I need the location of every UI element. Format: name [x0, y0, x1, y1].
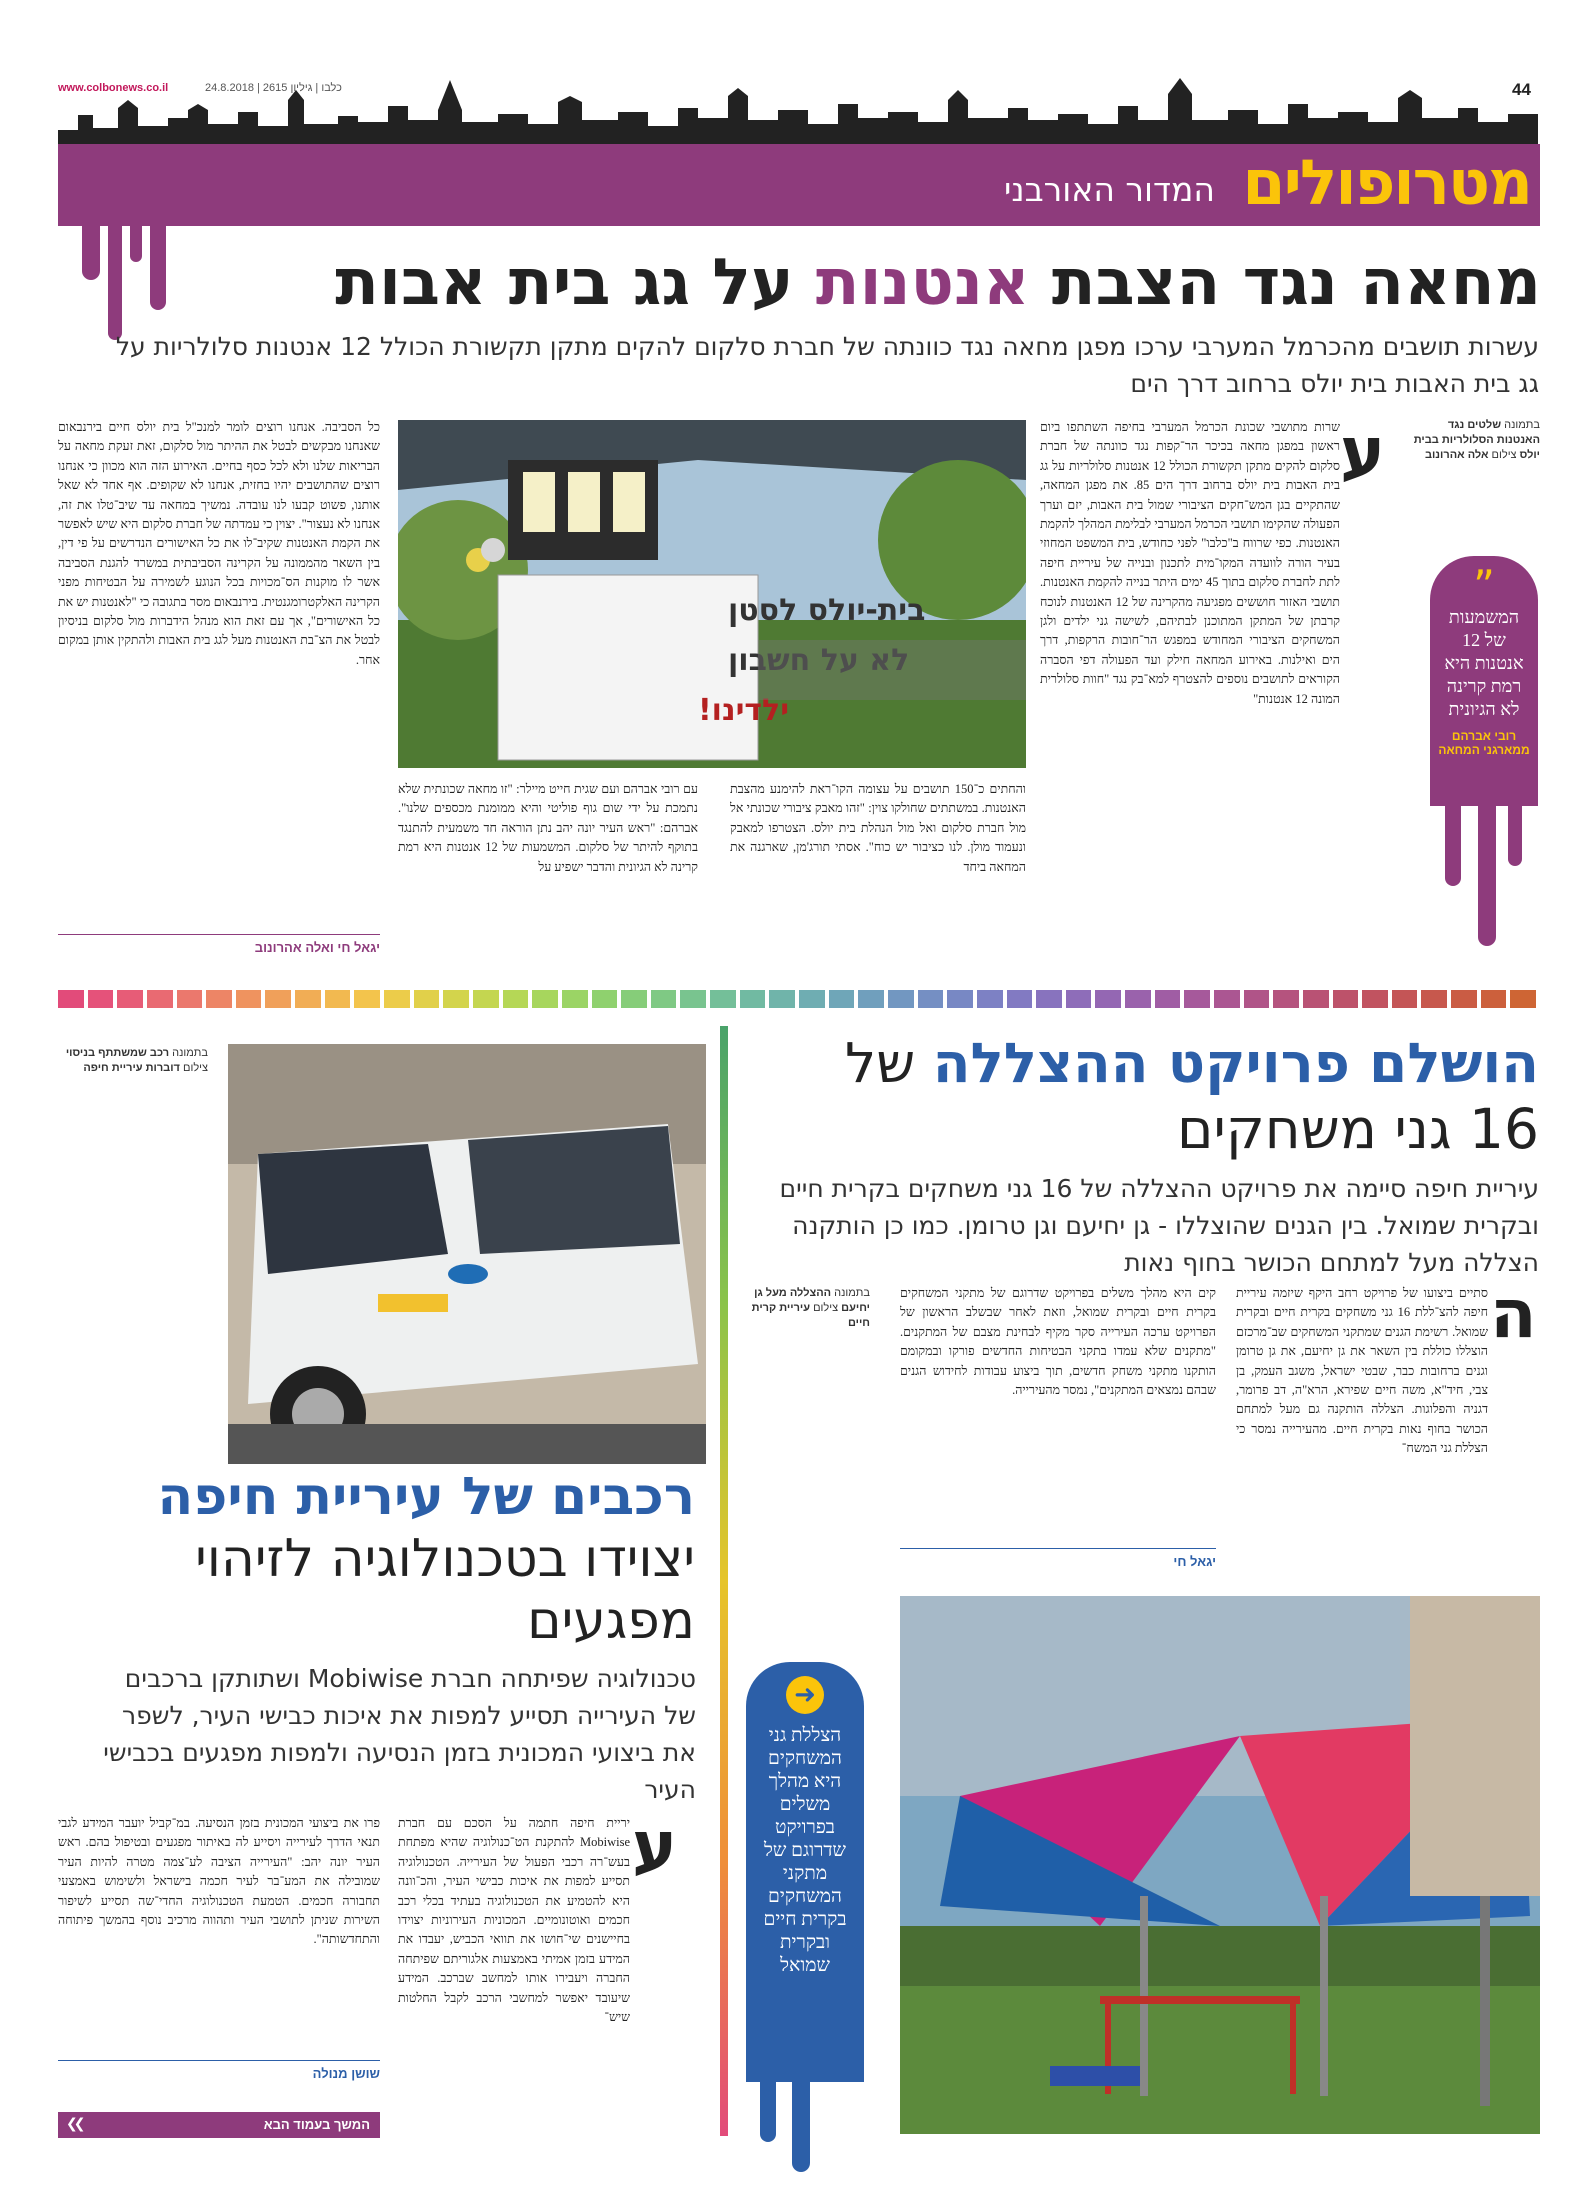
banner-line-2: לא על חשבון — [728, 643, 910, 678]
protest-banner-image — [398, 420, 1026, 768]
credit-photographer-label: צילום — [813, 1302, 839, 1314]
article1-column-2: והחתים כ־150 תושבים על עצומה הקו־ראת להימנע מהצבת האנטנות. במשתתים שחולקו צוין: "זהו מאבק ציבורי שכונתי אל מול חברת סלקום ואל מול הנהלת בית יולס. הצטרפו למאבק ונעמוד מולן. לנו כציבור יש כוח". אסתי תורג'מן, שארגנה את המחאה ביחד — [730, 782, 1026, 874]
article2-headline — [845, 1032, 1539, 1094]
headline-accent: אנטנות — [815, 246, 1030, 320]
paint-drip — [130, 220, 142, 262]
issue-info: כלבו | גיליון 2615 | 24.8.2018 — [205, 82, 342, 94]
paint-drip — [150, 220, 166, 310]
article1-column-1: שרות מתושבי שכונת הכרמל המערבי בחיפה השתתפו ביום ראשון במפגן מחאה בכיכר הר־קפות נגד כוונתה של חברת סלקום להקים מתקן תקשורת הכולל 12 אנטנות סלולריות על גג בית האבות בית יולס ברחוב דרך הים 85. את מפגן המחאה, שהתקיים בגן המש־חקים הציבורי שמול בית האבות, יזם וערך הפעולה שהקימו תושבי הכרמל המערבי לבלימת המהלך להקמת האנטנות. כפי שרווח ב"כלבו" לפני כחודש, בית המשפט המחוזי בעיר הורה לוועדה המקו־מית לתכנון ובנייה של עיריית חיפה לתת לחברת סלקום בתוך 45 ימים היתר בנייה להקמת האנטנות. תושבי האזור חוששים מפגיעה מהקרינה של 12 האנטנות לנוכח קרבתן של המתקן המתוכנן לבתיהם, לשישה גני ילדים ולגן המשחקים הציבורי המחודש במפגש הר־חובות הרקפות, דרך הים ואילנות. באירוע המחאה חילק ועד הפעולה דפי הסברה הקוראים לתושבים נוספים להצטרף למא־בק נגד "חוות סלולרית המונה 12 אנטנות" — [1040, 420, 1340, 706]
credit-label: בתמונה — [834, 1287, 870, 1299]
article3-drop-cap: ע — [632, 1807, 678, 1886]
article1-subheadline: עשרות תושבים מהכרמל המערבי ערכו מפגן מחאה נגד כוונתה של חברת סלקום להקים מתקן תקשורת הכולל 12 אנטנות סלולריות על גג בית האבות בית יולס ברחוב דרך הים — [115, 332, 1539, 398]
vertical-divider — [720, 1026, 728, 2136]
article3-photo-credit — [58, 1046, 208, 1076]
credit-photographer: דוברות עיריית חיפה — [83, 1062, 180, 1074]
article3-column-2: פרו את ביצועי המכונית בזמן הנסיעה. במ־קביל יועבר המידע לגבי תנאי הדרך לעירייה ויסייע לה באיתור מפגעים ובטיפול בהם. ראש העיר יונה יהב: "העירייה הציבה לע־צמה מטרה להיות העיר שמובילה את המע־בר לעיר חכמה בישראל ולשימוש באמצעי תחבורה חכמים. הטמעת הטכנולוגיה החדי־שה תסייע לשיפור השירות שניתן לתושבי העיר ותהווה מרכיב נוסף בהמשך פיתוחה והתחדשותה". — [58, 1816, 380, 1947]
article1-photo-credit — [1412, 418, 1540, 463]
credit-photographer-label: צילום — [183, 1062, 208, 1074]
article2-photo — [900, 1596, 1540, 2134]
headline-part: של — [845, 1031, 933, 1095]
article2-column-1: סתיים ביצועו של פרויקט רחב היקף שיזמה עיריית חיפה להצ־ללת 16 גני משחקים בקרית חיים ובקרית שמואל. רשימת הגנים שמתקני המשחקים שב־מרכזם הוצללו כוללת בין השאר את גן יחיעם, את גן טרומן וגנים ברחובות כבר, שבטי ישראל, משגב העמק, בן צבי, חיד"א, משה חיים שפירא, הרא"ה, דב פרומר, דגניה והפלוגות. הצללה הותקנה גם מעל למתחם הכושר בחוף נאות בקרית חיים. מהעירייה נמסר כי הצללת גני המשח־ — [1236, 1286, 1488, 1456]
article1-headline — [335, 240, 1541, 326]
article3-headline: רכבים של עיריית חיפה — [157, 1467, 695, 1527]
section-subtitle: המדור האורבני — [1003, 170, 1215, 209]
article2-photo-credit — [740, 1286, 870, 1331]
paint-drip — [792, 2082, 810, 2172]
credit-photographer: עיריית קרית חיים — [751, 1302, 870, 1329]
quote-text: המשמעות של 12 אנטנות היא רמת קרינה לא הגיונית — [1444, 607, 1524, 719]
byline-rule — [58, 2060, 380, 2061]
headline-accent: הושלם פרויקט ההצללה — [932, 1031, 1539, 1095]
article2-drop-cap: ה — [1490, 1275, 1537, 1354]
quote-author: רובי אברהם — [1451, 729, 1517, 743]
article1-pull-quote — [1430, 556, 1538, 806]
article3-headline-line3: מפגעים — [527, 1591, 695, 1651]
article2-headline-line2: 16 גני משחקים — [1176, 1097, 1539, 1161]
quote-mark-icon: ” — [1473, 561, 1495, 610]
byline-rule — [58, 934, 380, 935]
credit-caption: רכב שמשתתף בניסוי — [65, 1047, 170, 1059]
article1-column-3: עם רובי אברהם ועם שגית חייט מיילר: "זו מחאה שכונתית שלא נתמכת על ידי שום גוף פוליטי והיא ממומנת מכספים שלנו". אברהם: "ראש העיר יונה יהב נתן הוראה חד משמעית להתנגד בתוקף להיתר של סלקום. המשמעות של 12 אנטנות היא רמת קרינה לא הגיונית והדבר ישפיע על — [398, 782, 698, 874]
double-chevron-left-icon: ❮❮ — [66, 2116, 82, 2132]
article3-subheadline: טכנולוגיה שפיתחה חברת Mobiwise ושתותקן ברכבים של העירייה תסייע למפות את איכות כבישי העיר, לשפר את ביצועי המכונית בזמן הנסיעה ולמפות מפגעים בכבישי העיר — [103, 1664, 696, 1804]
shaded-playground-image — [900, 1596, 1540, 2134]
arrow-right-icon: ➜ — [786, 1676, 824, 1714]
article2-column-2: קים היא מהלך משלים בפרויקט שדרוגם של מתקני המשחקים בקרית חיים ובקרית שמואל, וזאת לאחר שבשלב הראשון של הפרויקט ערכה העירייה סקר מקיף לבחינת מצבם של המתקנים. "מתקנים שלא עמדו בתקני הבטיחות החדשים פורקו ובמקומם הותקנו מתקני משחק חדשים, תוך ביצוע עבודות לחידוש הגנים שבהם נמצאים המתקנים", נמסר מהעירייה. — [900, 1286, 1216, 1398]
section-divider — [58, 990, 1540, 1008]
article3-column-1: יריית חיפה חתמה על הסכם עם חברת Mobiwise להתקנת הט־כנולוגיה שהיא מפתחת בעש־רה רכבי הפעול של העירייה. הטכנולוגיה תסייע למפות את איכות כבישי העיר, והכ־וונה היא להטמיע את הטכנולוגיה בעתיד בכלי רכב חכמים ואוטונומיים. המכוניות העירוניות יצוידו בחיישנים שי־חושו את תוואי הכביש, יעבדו את המידע בזמן אמיתי באמצעות אלגוריתם שפיתחה החברה ויעבירו אותו למחשב שברכב. המידע שיעובד יאפשר למחשבי הרכב לקבל החלטות שיש־ — [398, 1816, 630, 2025]
credit-caption: שלטים נגד האנטנות הסלולריות בבית יולס — [1413, 419, 1540, 461]
banner-line-3: ילדינו! — [698, 693, 790, 728]
site-url[interactable]: www.colbonews.co.il — [58, 82, 169, 94]
continued-banner[interactable] — [58, 2112, 380, 2138]
paint-drip — [1508, 806, 1522, 866]
credit-photographer-label: צילום — [1491, 449, 1517, 461]
article1-drop-cap: ע — [1340, 413, 1386, 492]
article1-byline: יגאל חי ואלה אהרונוב — [254, 940, 380, 955]
quote-role: ממארגני המחאה — [1438, 743, 1530, 757]
byline-rule — [900, 1548, 1216, 1549]
article3-headline-line2: יצוידו בטכנולוגיה לזיהוי — [195, 1529, 695, 1589]
credit-label: בתמונה — [172, 1047, 208, 1059]
continued-label: המשך בעמוד הבא — [263, 2117, 370, 2132]
credit-caption: ההצללה מעל גן יחיעם — [754, 1287, 870, 1314]
quote-text: הצללת גני המשחקים היא מהלך משלים בפרויקט שדרוגם של מתקני המשחקים בקרית חיים ובקרית שמואל — [763, 1725, 847, 1976]
paint-drip — [1445, 806, 1461, 886]
article2-subheadline: עיריית חיפה סיימה את פרויקט ההצללה של 16 גני משחקים בקרית חיים ובקרית שמואל. בין הגנים שהוצללו - גן יחיעם וגן טרומן. כמו כן הותקנה הצללה מעל למתחם הכושר בחוף נאות — [779, 1174, 1539, 1277]
paint-drip — [1478, 806, 1496, 946]
headline-part: מחאה נגד הצבת — [1029, 246, 1541, 320]
article3-byline: שושן מנולה — [312, 2066, 380, 2081]
paint-drip — [760, 2082, 776, 2142]
credit-photographer: אלה אהרונוב — [1424, 449, 1489, 461]
banner-line-1: בית-יולס לסטן — [728, 593, 926, 628]
article1-photo — [398, 420, 1026, 768]
page-number: 44 — [1512, 80, 1531, 99]
credit-label: בתמונה — [1504, 419, 1540, 431]
article2-byline: יגאל חי — [1173, 1554, 1216, 1569]
article3-photo — [228, 1044, 706, 1464]
paint-drip — [82, 220, 100, 280]
article1-column-4: כל הסביבה. אנחנו רוצים לומר למנכ"ל בית יולס חיים בירנבאום שאנחנו מבקשים לבטל את ההיתר מול סלקום, זאת זעקת מחאה על הבריאות שלנו ולא לכל כסף בחיים. האירוע הזה הוא מכוון כי אנחנו רוצים שהתושבים יהיו בחזית, אנחנו לא שקופים. אף אחד לא שאל אותנו, פשוט קבעו לנו עובדה. נמשיך במחאה עד שיב־טלו את זה, אנחנו לא נעצור". יצוין כי עמדתה של חברת סלקום היא שיש לאפשר את הקמת האנטנות שקיב־לו את כל האישורים הנדרשים על פי דין, בין השאר מהממונה על הקרינה הסביבתית במשרד להגנת הסביבה אשר לו מוקנות הס־מכויות בכל הנוגע לשמירה על הבטיחות מפני הקרינה האלקטרומגנטית. בירנבאום מסר בתגובה כי "לאנטנות יש את כל האישורים", אך עם זאת הוא מנהל הידברות מול סלקום בניסיון לבטל את הצ־בת האנטנות מעל לגג בית האבות ולהתקין אותן במקום אחר. — [58, 420, 380, 667]
municipal-car-image — [228, 1044, 706, 1464]
paint-drip — [108, 220, 122, 340]
section-logo[interactable]: מטרופולים — [1242, 146, 1531, 219]
article2-pull-quote — [746, 1662, 864, 2082]
headline-part: על גג בית אבות — [335, 246, 816, 320]
